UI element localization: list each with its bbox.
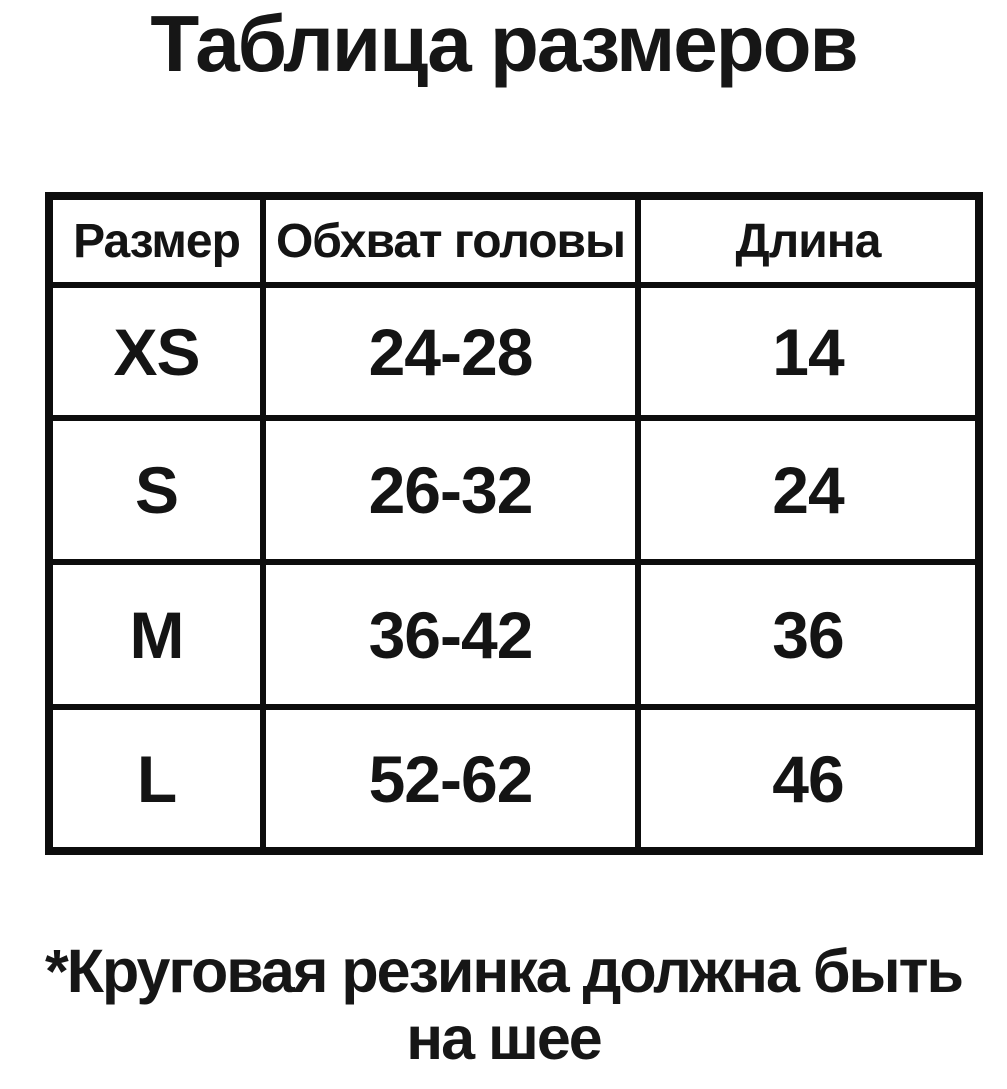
cell-head-circumference-row3: 36-42	[266, 565, 635, 704]
cell-head-circumference-row1: 24-28	[266, 288, 635, 415]
footnote	[0, 938, 1007, 1072]
page-title: Таблица размеров	[150, 0, 857, 88]
footnote-line-1: *Круговая резинка должна быть	[45, 937, 962, 1005]
size-table	[45, 192, 983, 855]
cell-length-row1: 14	[641, 288, 975, 415]
cell-size-row2: S	[53, 421, 260, 559]
cell-length-row2: 24	[641, 421, 975, 559]
cell-size-row1: XS	[53, 288, 260, 415]
cell-size-row4: L	[53, 710, 260, 847]
column-header-size: Размер	[53, 200, 260, 282]
cell-length-row3: 36	[641, 565, 975, 704]
cell-size-row3: M	[53, 565, 260, 704]
cell-head-circumference-row2: 26-32	[266, 421, 635, 559]
column-header-head-circumference: Обхват головы	[266, 200, 635, 282]
footnote-line-2: на шее	[406, 1004, 601, 1073]
cell-head-circumference-row4: 52-62	[266, 710, 635, 847]
cell-length-row4: 46	[641, 710, 975, 847]
column-header-length: Длина	[641, 200, 975, 282]
